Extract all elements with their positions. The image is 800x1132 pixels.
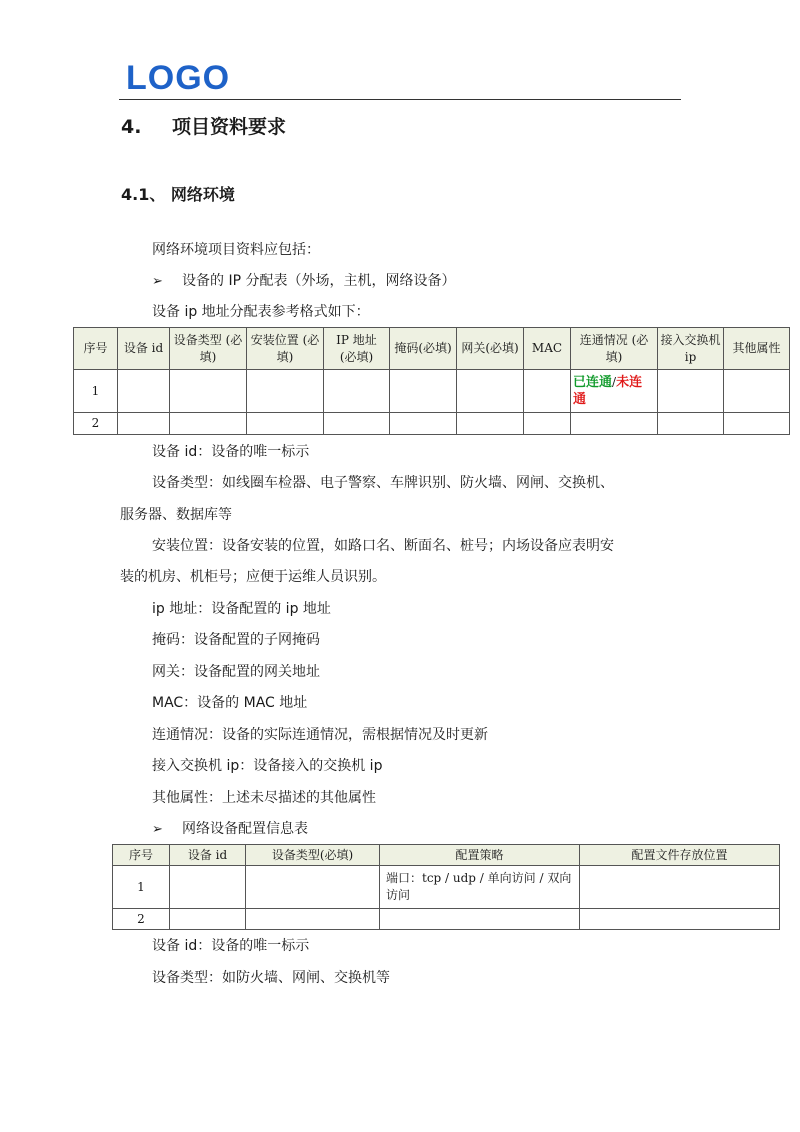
definition-text: 掩码：设备配置的子网掩码 — [152, 632, 320, 648]
definition-text: 设备 id：设备的唯一标示 — [152, 444, 310, 460]
footer-definition: 设备类型：如防火墙、网闸、交换机等 — [152, 970, 390, 986]
header-cell: 其他属性 — [724, 328, 790, 370]
header-cell: IP 地址 (必填) — [324, 328, 390, 370]
definition-text: 设备类型：如线圈车检器、电子警察、车牌识别、防火墙、网闸、交换机、 — [152, 475, 614, 491]
bullet-text: 网络设备配置信息表 — [182, 821, 308, 837]
header-cell: 配置策略 — [380, 845, 580, 866]
table-row — [74, 413, 790, 435]
section-number: 4. — [121, 116, 142, 138]
arrow-bullet-icon: ➢ — [152, 274, 163, 289]
ip-allocation-table — [73, 327, 790, 435]
header-rule — [119, 99, 681, 100]
table-header-row — [74, 328, 790, 370]
bullet-ip-table — [152, 271, 455, 292]
strategy-cell: 端口：tcp / udp / 单向访问 / 双向访问 — [380, 866, 580, 909]
header-cell: MAC — [524, 328, 571, 370]
status-connected: 已连通 — [573, 375, 613, 390]
header-cell: 序号 — [74, 328, 118, 370]
status-disconnected: 未连通 — [573, 375, 643, 407]
section-heading — [121, 114, 286, 140]
section-title: 项目资料要求 — [172, 116, 287, 138]
status-separator: / — [612, 375, 617, 389]
ip-table-intro: 设备 ip 地址分配表参考格式如下： — [152, 304, 370, 320]
row-number: 1 — [74, 370, 118, 413]
row-number: 2 — [74, 413, 118, 435]
table-row — [113, 909, 780, 930]
definition-text: 安装位置：设备安装的位置，如路口名、断面名、桩号；内场设备应表明安 — [152, 538, 614, 554]
header-cell: 配置文件存放位置 — [580, 845, 780, 866]
definition-text: 接入交换机 ip：设备接入的交换机 ip — [152, 758, 383, 774]
connection-status-cell — [571, 370, 658, 413]
header-cell: 网关(必填) — [457, 328, 524, 370]
header-cell: 连通情况 (必填) — [571, 328, 658, 370]
config-info-table — [112, 844, 780, 930]
definition-text: 连通情况：设备的实际连通情况，需根据情况及时更新 — [152, 727, 488, 743]
subsection-heading: 4.1、 网络环境 — [121, 185, 235, 204]
header-cell: 设备类型 (必填) — [170, 328, 247, 370]
bullet-config-table — [152, 819, 308, 840]
definition-text: 装的机房、机柜号；应便于运维人员识别。 — [120, 569, 386, 585]
table-header-row — [113, 845, 780, 866]
definition-text: MAC：设备的 MAC 地址 — [152, 695, 308, 711]
header-cell: 设备 id — [170, 845, 246, 866]
header-cell: 设备类型(必填) — [246, 845, 380, 866]
footer-definition: 设备 id：设备的唯一标示 — [152, 938, 310, 954]
bullet-text: 设备的 IP 分配表（外场，主机，网络设备） — [182, 273, 456, 289]
header-cell: 安装位置 (必填) — [247, 328, 324, 370]
definition-text: 服务器、数据库等 — [120, 507, 232, 523]
header-cell: 接入交换机 ip — [658, 328, 724, 370]
definition-text: 其他属性：上述未尽描述的其他属性 — [152, 790, 376, 806]
definition-text: ip 地址：设备配置的 ip 地址 — [152, 601, 331, 617]
intro-text: 网络环境项目资料应包括： — [152, 242, 320, 258]
table-row — [113, 866, 780, 909]
arrow-bullet-icon: ➢ — [152, 822, 163, 837]
header-cell: 设备 id — [118, 328, 170, 370]
header-cell: 序号 — [113, 845, 170, 866]
row-number: 1 — [113, 866, 170, 909]
header-cell: 掩码(必填) — [390, 328, 457, 370]
table-row — [74, 370, 790, 413]
logo: LOGO — [126, 59, 231, 97]
row-number: 2 — [113, 909, 170, 930]
definition-text: 网关：设备配置的网关地址 — [152, 664, 320, 680]
